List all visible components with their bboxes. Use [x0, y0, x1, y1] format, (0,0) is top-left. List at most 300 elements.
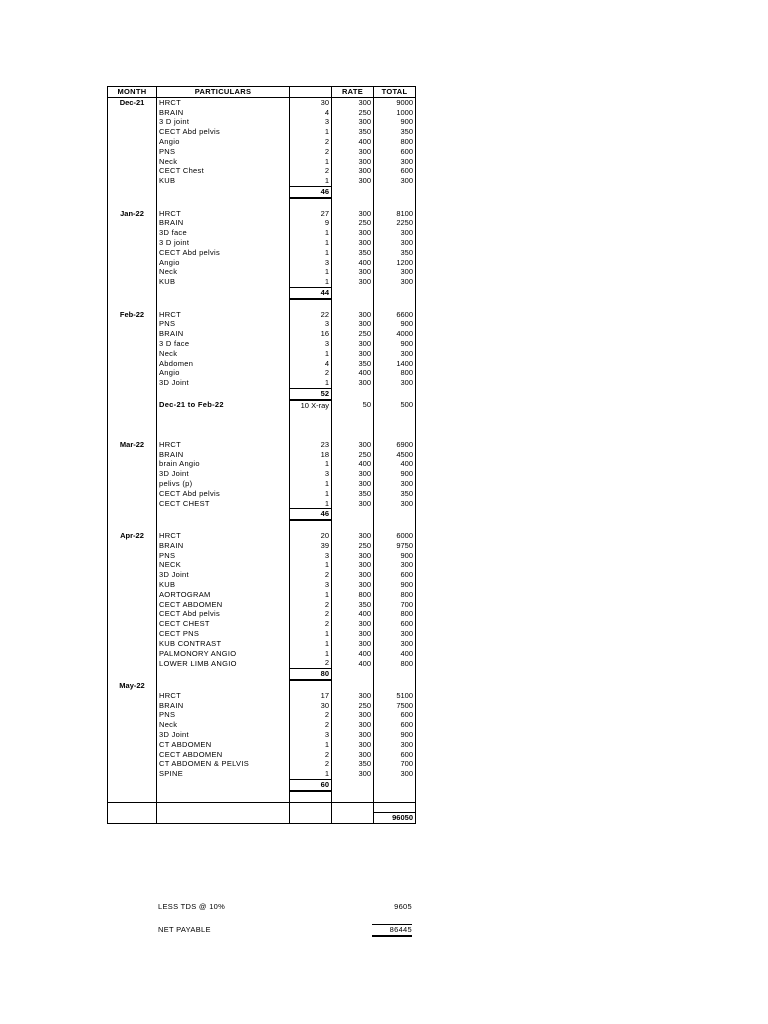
month-cell — [108, 258, 157, 268]
rate-cell — [332, 411, 374, 421]
total-cell: 300 — [374, 479, 416, 489]
total-cell: 9000 — [374, 97, 416, 107]
table-row — [108, 186, 416, 197]
total-cell: 900 — [374, 580, 416, 590]
month-cell — [108, 186, 157, 197]
rate-cell: 250 — [332, 450, 374, 460]
table-row — [108, 388, 416, 399]
total-cell: 600 — [374, 147, 416, 157]
table-row — [108, 590, 416, 600]
particulars-cell: KUB — [157, 277, 290, 287]
total-cell: 600 — [374, 166, 416, 176]
particulars-cell: CT ABDOMEN & PELVIS — [157, 759, 290, 769]
particulars-cell: Angio — [157, 368, 290, 378]
month-cell — [108, 560, 157, 570]
table-row — [108, 740, 416, 750]
table-row — [108, 580, 416, 590]
particulars-cell: CECT CHEST — [157, 499, 290, 509]
table-row — [108, 339, 416, 349]
total-cell: 900 — [374, 551, 416, 561]
total-cell: 700 — [374, 600, 416, 610]
table-row — [108, 166, 416, 176]
month-cell — [108, 769, 157, 779]
qty-cell: 3 — [290, 319, 332, 329]
table-row — [108, 791, 416, 802]
total-cell — [374, 791, 416, 802]
particulars-cell: CT ABDOMEN — [157, 740, 290, 750]
table-row — [108, 730, 416, 740]
particulars-cell — [157, 802, 290, 813]
table-row — [108, 701, 416, 711]
rate-cell: 350 — [332, 600, 374, 610]
total-cell — [374, 430, 416, 440]
particulars-cell — [157, 779, 290, 790]
qty-cell: 1 — [290, 228, 332, 238]
total-cell: 4500 — [374, 450, 416, 460]
qty-cell: 2 — [290, 720, 332, 730]
month-cell: Dec-21 — [108, 97, 157, 107]
month-cell — [108, 590, 157, 600]
qty-cell: 46 — [290, 509, 332, 520]
table-row — [108, 157, 416, 167]
table-row — [108, 649, 416, 659]
table-row — [108, 658, 416, 668]
qty-cell: 3 — [290, 580, 332, 590]
total-cell — [374, 411, 416, 421]
table-row — [108, 469, 416, 479]
qty-cell: 1 — [290, 176, 332, 186]
rate-cell: 300 — [332, 639, 374, 649]
month-cell — [108, 319, 157, 329]
qty-cell: 1 — [290, 378, 332, 388]
rate-cell — [332, 520, 374, 531]
qty-cell — [290, 420, 332, 430]
table-row — [108, 769, 416, 779]
total-cell: 800 — [374, 368, 416, 378]
qty-cell: 46 — [290, 186, 332, 197]
rate-cell: 300 — [332, 117, 374, 127]
total-cell: 600 — [374, 710, 416, 720]
table-row — [108, 277, 416, 287]
table-row — [108, 147, 416, 157]
table-row — [108, 411, 416, 421]
month-cell — [108, 609, 157, 619]
qty-cell: 2 — [290, 166, 332, 176]
month-cell — [108, 166, 157, 176]
total-cell: 9750 — [374, 541, 416, 551]
particulars-cell: PNS — [157, 147, 290, 157]
rate-cell — [332, 779, 374, 790]
qty-cell: 3 — [290, 339, 332, 349]
qty-cell — [290, 680, 332, 691]
month-cell — [108, 400, 157, 411]
total-cell: 300 — [374, 157, 416, 167]
qty-cell: 2 — [290, 750, 332, 760]
month-cell — [108, 710, 157, 720]
particulars-cell: HRCT — [157, 97, 290, 107]
month-cell — [108, 619, 157, 629]
month-cell — [108, 499, 157, 509]
table-row — [108, 759, 416, 769]
qty-cell: 22 — [290, 310, 332, 320]
particulars-cell: brain Angio — [157, 459, 290, 469]
table-row — [108, 551, 416, 561]
header-rate: RATE — [332, 87, 374, 98]
rate-cell: 300 — [332, 277, 374, 287]
tds-value: 9605 — [394, 902, 412, 911]
rate-cell: 400 — [332, 609, 374, 619]
particulars-cell: PNS — [157, 710, 290, 720]
rate-cell: 300 — [332, 720, 374, 730]
qty-cell: 3 — [290, 469, 332, 479]
qty-cell — [290, 802, 332, 813]
particulars-cell: BRAIN — [157, 108, 290, 118]
particulars-cell: CECT Abd pelvis — [157, 248, 290, 258]
particulars-cell: Neck — [157, 720, 290, 730]
particulars-cell: Neck — [157, 157, 290, 167]
table-row — [108, 509, 416, 520]
rate-cell: 350 — [332, 127, 374, 137]
header-particulars: PARTICULARS — [157, 87, 290, 98]
month-cell: Apr-22 — [108, 531, 157, 541]
month-cell — [108, 127, 157, 137]
total-cell: 400 — [374, 649, 416, 659]
month-cell — [108, 479, 157, 489]
month-cell — [108, 469, 157, 479]
particulars-cell: BRAIN — [157, 541, 290, 551]
table-row — [108, 440, 416, 450]
qty-cell: 2 — [290, 570, 332, 580]
total-cell: 800 — [374, 590, 416, 600]
particulars-cell: PALMONORY ANGIO — [157, 649, 290, 659]
particulars-cell — [157, 813, 290, 824]
table-row — [108, 710, 416, 720]
rate-cell — [332, 509, 374, 520]
particulars-cell: 3 D joint — [157, 238, 290, 248]
rate-cell: 350 — [332, 759, 374, 769]
qty-cell — [290, 813, 332, 824]
total-cell — [374, 388, 416, 399]
total-cell: 300 — [374, 639, 416, 649]
qty-cell: 1 — [290, 459, 332, 469]
total-cell: 900 — [374, 339, 416, 349]
rate-cell: 300 — [332, 740, 374, 750]
total-cell: 350 — [374, 489, 416, 499]
table-row — [108, 639, 416, 649]
particulars-cell: 3 D joint — [157, 117, 290, 127]
particulars-cell: Dec-21 to Feb-22 — [157, 400, 290, 411]
particulars-cell: HRCT — [157, 209, 290, 219]
total-cell — [374, 420, 416, 430]
rate-cell: 300 — [332, 147, 374, 157]
particulars-cell — [157, 287, 290, 298]
month-cell — [108, 580, 157, 590]
rate-cell: 300 — [332, 691, 374, 701]
qty-cell — [290, 430, 332, 440]
qty-cell: 1 — [290, 499, 332, 509]
particulars-cell: CECT CHEST — [157, 619, 290, 629]
qty-cell: 16 — [290, 329, 332, 339]
month-cell — [108, 388, 157, 399]
header-qty — [290, 87, 332, 98]
net-value-box — [372, 924, 412, 937]
rate-cell: 300 — [332, 209, 374, 219]
table-row — [108, 329, 416, 339]
particulars-cell — [157, 791, 290, 802]
rate-cell: 300 — [332, 319, 374, 329]
month-cell — [108, 740, 157, 750]
particulars-cell: 3D Joint — [157, 570, 290, 580]
month-cell — [108, 299, 157, 310]
qty-cell: 2 — [290, 658, 332, 668]
table-row — [108, 127, 416, 137]
billing-table — [107, 86, 416, 824]
month-cell — [108, 813, 157, 824]
month-cell — [108, 691, 157, 701]
rate-cell: 300 — [332, 710, 374, 720]
tds-value-box — [372, 902, 412, 911]
table-row — [108, 802, 416, 813]
net-line — [158, 925, 211, 934]
particulars-cell: 3D face — [157, 228, 290, 238]
rate-cell: 300 — [332, 570, 374, 580]
table-row — [108, 319, 416, 329]
total-cell: 300 — [374, 238, 416, 248]
month-cell — [108, 639, 157, 649]
qty-cell: 2 — [290, 137, 332, 147]
rate-cell — [332, 287, 374, 298]
qty-cell: 23 — [290, 440, 332, 450]
qty-cell: 2 — [290, 600, 332, 610]
rate-cell: 300 — [332, 378, 374, 388]
particulars-cell: CECT ABDOMEN — [157, 600, 290, 610]
total-cell: 96050 — [374, 813, 416, 824]
rate-cell — [332, 420, 374, 430]
table-row — [108, 117, 416, 127]
particulars-cell: 3D Joint — [157, 378, 290, 388]
total-cell: 900 — [374, 730, 416, 740]
header-total: TOTAL — [374, 87, 416, 98]
header-month: MONTH — [108, 87, 157, 98]
total-cell: 2250 — [374, 218, 416, 228]
total-cell: 6900 — [374, 440, 416, 450]
total-cell: 300 — [374, 228, 416, 238]
rate-cell: 400 — [332, 137, 374, 147]
net-value: 86445 — [389, 925, 412, 934]
rate-cell: 800 — [332, 590, 374, 600]
rate-cell: 300 — [332, 157, 374, 167]
qty-cell: 1 — [290, 127, 332, 137]
particulars-cell: pelivs (p) — [157, 479, 290, 489]
total-cell: 5100 — [374, 691, 416, 701]
rate-cell: 250 — [332, 541, 374, 551]
rate-cell: 300 — [332, 339, 374, 349]
particulars-cell: Neck — [157, 267, 290, 277]
table-row — [108, 629, 416, 639]
table-row — [108, 267, 416, 277]
table-row — [108, 541, 416, 551]
table-row — [108, 489, 416, 499]
table-row — [108, 378, 416, 388]
qty-cell: 1 — [290, 489, 332, 499]
qty-cell: 1 — [290, 479, 332, 489]
total-cell: 700 — [374, 759, 416, 769]
month-cell — [108, 198, 157, 209]
particulars-cell: KUB — [157, 580, 290, 590]
table-row — [108, 176, 416, 186]
particulars-cell: CECT Abd pelvis — [157, 127, 290, 137]
month-cell — [108, 378, 157, 388]
particulars-cell — [157, 420, 290, 430]
rate-cell: 350 — [332, 489, 374, 499]
qty-cell: 1 — [290, 639, 332, 649]
table-row — [108, 400, 416, 411]
qty-cell: 3 — [290, 551, 332, 561]
month-cell — [108, 658, 157, 668]
rate-cell: 300 — [332, 479, 374, 489]
month-cell — [108, 629, 157, 639]
qty-cell — [290, 791, 332, 802]
total-cell: 800 — [374, 137, 416, 147]
qty-cell: 1 — [290, 277, 332, 287]
table-row — [108, 520, 416, 531]
table-row — [108, 813, 416, 824]
total-cell: 300 — [374, 499, 416, 509]
rate-cell: 250 — [332, 108, 374, 118]
particulars-cell: HRCT — [157, 691, 290, 701]
month-cell — [108, 791, 157, 802]
total-cell: 600 — [374, 619, 416, 629]
particulars-cell: PNS — [157, 319, 290, 329]
qty-cell — [290, 520, 332, 531]
total-cell: 6600 — [374, 310, 416, 320]
month-cell — [108, 368, 157, 378]
total-cell: 400 — [374, 459, 416, 469]
total-cell: 300 — [374, 769, 416, 779]
month-cell — [108, 228, 157, 238]
rate-cell: 350 — [332, 359, 374, 369]
total-cell: 800 — [374, 609, 416, 619]
total-cell: 300 — [374, 176, 416, 186]
rate-cell: 300 — [332, 580, 374, 590]
table-row — [108, 228, 416, 238]
particulars-cell: KUB — [157, 176, 290, 186]
total-cell: 600 — [374, 750, 416, 760]
month-cell — [108, 411, 157, 421]
table-row — [108, 430, 416, 440]
qty-cell: 1 — [290, 740, 332, 750]
particulars-cell: AORTOGRAM — [157, 590, 290, 600]
month-cell: Jan-22 — [108, 209, 157, 219]
total-cell — [374, 802, 416, 813]
total-cell — [374, 779, 416, 790]
month-cell — [108, 218, 157, 228]
table-row — [108, 238, 416, 248]
rate-cell: 400 — [332, 658, 374, 668]
qty-cell: 10 X-ray — [290, 400, 332, 411]
table-row — [108, 499, 416, 509]
qty-cell: 1 — [290, 238, 332, 248]
rate-cell: 300 — [332, 267, 374, 277]
table-row — [108, 137, 416, 147]
table-row — [108, 359, 416, 369]
rate-cell — [332, 388, 374, 399]
total-cell: 7500 — [374, 701, 416, 711]
month-cell — [108, 551, 157, 561]
table-row — [108, 691, 416, 701]
qty-cell: 3 — [290, 258, 332, 268]
qty-cell: 1 — [290, 629, 332, 639]
total-cell — [374, 669, 416, 680]
qty-cell: 80 — [290, 669, 332, 680]
table-row — [108, 299, 416, 310]
rate-cell: 300 — [332, 619, 374, 629]
month-cell — [108, 349, 157, 359]
rate-cell: 300 — [332, 469, 374, 479]
table-row — [108, 258, 416, 268]
qty-cell: 2 — [290, 710, 332, 720]
total-cell — [374, 520, 416, 531]
table-row — [108, 560, 416, 570]
table-row — [108, 198, 416, 209]
month-cell — [108, 759, 157, 769]
month-cell: May-22 — [108, 680, 157, 691]
month-cell — [108, 600, 157, 610]
particulars-cell: CECT Abd pelvis — [157, 489, 290, 499]
total-cell: 600 — [374, 570, 416, 580]
particulars-cell: BRAIN — [157, 329, 290, 339]
total-cell — [374, 198, 416, 209]
table-row — [108, 287, 416, 298]
qty-cell: 60 — [290, 779, 332, 790]
total-cell — [374, 509, 416, 520]
month-cell — [108, 137, 157, 147]
qty-cell: 20 — [290, 531, 332, 541]
particulars-cell: CECT Chest — [157, 166, 290, 176]
qty-cell: 18 — [290, 450, 332, 460]
table-row — [108, 479, 416, 489]
rate-cell: 300 — [332, 228, 374, 238]
qty-cell: 17 — [290, 691, 332, 701]
particulars-cell: CECT ABDOMEN — [157, 750, 290, 760]
header-row — [108, 87, 416, 98]
total-cell: 300 — [374, 740, 416, 750]
total-cell: 300 — [374, 267, 416, 277]
particulars-cell: NECK — [157, 560, 290, 570]
rate-cell: 50 — [332, 400, 374, 411]
total-cell — [374, 299, 416, 310]
total-cell: 1200 — [374, 258, 416, 268]
qty-cell: 2 — [290, 368, 332, 378]
rate-cell: 300 — [332, 238, 374, 248]
month-cell — [108, 509, 157, 520]
particulars-cell: 3 D face — [157, 339, 290, 349]
particulars-cell: BRAIN — [157, 450, 290, 460]
particulars-cell — [157, 430, 290, 440]
qty-cell: 4 — [290, 359, 332, 369]
particulars-cell — [157, 299, 290, 310]
rate-cell: 300 — [332, 531, 374, 541]
rate-cell: 300 — [332, 349, 374, 359]
month-cell — [108, 720, 157, 730]
particulars-cell: BRAIN — [157, 218, 290, 228]
rate-cell: 300 — [332, 750, 374, 760]
particulars-cell: Angio — [157, 137, 290, 147]
month-cell — [108, 779, 157, 790]
rate-cell: 250 — [332, 701, 374, 711]
month-cell — [108, 267, 157, 277]
month-cell — [108, 329, 157, 339]
